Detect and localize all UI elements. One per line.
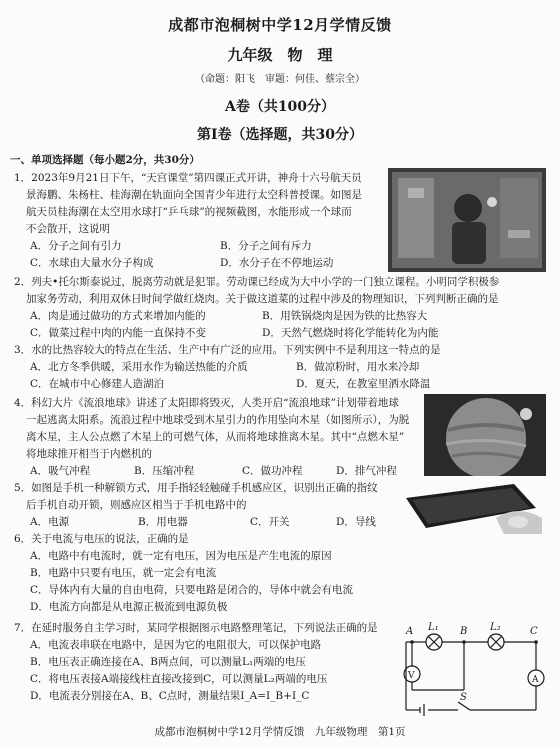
q4-option-b: B．压缩冲程 <box>134 465 195 477</box>
q1-option-d: D．水分子在不停地运动 <box>220 257 334 269</box>
part-one-title: 第Ⅰ卷（选择题，共30分） <box>196 127 364 143</box>
q1-line-1: 1．2023年9月21日下午，“天宫课堂”第四课正式开讲，神舟十六号航天员 <box>14 172 362 184</box>
q4-option-d: D．排气冲程 <box>336 465 397 477</box>
paper-a-title: A卷（共100分） <box>224 99 336 115</box>
q3-option-a: A．北方冬季供暖，采用水作为输送热能的介质 <box>30 361 248 373</box>
q1-line-3: 航天员桂海潮在太空用水球打“乒乓球”的视频截图，水能形成一个球而 <box>26 206 352 218</box>
q3-option-c: C．在城市中心修建人造湖泊 <box>30 378 165 390</box>
q3-option-d: D．夏天，在教室里洒水降温 <box>296 378 431 390</box>
q3-option-b: B．做凉粉时，用水来冷却 <box>296 361 420 373</box>
q6-option-c: C．导体内有大量的自由电荷，只要电路是闭合的，导体中就会有电流 <box>30 584 354 596</box>
grade-subject: 九年级 物 理 <box>227 46 333 64</box>
q2-line-2: 加家务劳动，利用双休日时间学做红烧肉。关于做这道菜的过程中涉及的物理知识，下列判断正确的是 <box>26 293 499 305</box>
q4-line-1: 4．科幻大片《流浪地球》讲述了太阳即将毁灭，人类开启“流浪地球”计划带着地球 <box>14 397 399 409</box>
q1-option-c: C．水球由大量水分子构成 <box>30 257 154 269</box>
q2-option-b: B．用铁锅烧肉是因为铁的比热容大 <box>262 310 428 322</box>
phone-fingerprint-image <box>396 478 546 534</box>
q5-option-c: C．开关 <box>250 516 290 528</box>
q4-line-2: 一起逃离太阳系。流浪过程中地球受到木星引力的作用坠向木星（如图所示），为脱 <box>26 414 410 426</box>
jupiter-earth-image <box>424 394 546 476</box>
astronaut-photo <box>388 168 546 272</box>
q1-option-b: B．分子之间有斥力 <box>220 240 312 252</box>
voltmeter-icon: V <box>408 671 415 681</box>
q5-line-2: 后手机自动开锁，则感应区相当于手机电路中的 <box>26 499 247 511</box>
q5-line-1: 5．如图是手机一种解锁方式，用手指轻轻触碰手机感应区，识别出正确的指纹 <box>14 482 378 494</box>
q7-line-1: 7．在延时服务自主学习时，某同学根据图示电路整理笔记，下列说法正确的是 <box>14 622 378 634</box>
ammeter-icon: A <box>532 675 539 685</box>
circuit-label-l1: L₁ <box>428 622 439 633</box>
q4-line-3: 离木星，主人公点燃了木星上的可燃气体，从而将地球推离木星。其中“点燃木星” <box>26 431 405 443</box>
school-title: 成都市泡桐树中学12月学情反馈 <box>168 16 392 34</box>
page-footer: 成都市泡桐树中学12月学情反馈 九年级物理 第1页 <box>154 726 406 738</box>
circuit-diagram <box>400 620 550 720</box>
q6-option-d: D．电流方向都是从电源正极流到电源负极 <box>30 601 228 613</box>
q1-option-a: A．分子之间有引力 <box>30 240 122 252</box>
q7-option-d: D．电流表分别接在A、B、C点时，测量结果I_A=I_B+I_C <box>30 690 310 702</box>
circuit-label-b: B <box>460 626 468 637</box>
q6-line-1: 6．关于电流与电压的说法，正确的是 <box>14 533 189 545</box>
q7-option-c: C．将电压表接A端接线柱直接改接到C，可以测量L₂两端的电压 <box>30 673 328 685</box>
q4-option-a: A．吸气冲程 <box>30 465 91 477</box>
q2-option-a: A．肉是通过做功的方式来增加内能的 <box>30 310 206 322</box>
q6-option-b: B．电路中只要有电压，就一定会有电流 <box>30 567 217 579</box>
q1-line-4: 不会散开，这说明 <box>26 223 110 235</box>
switch-label: S <box>460 692 467 703</box>
q5-option-b: B．用电器 <box>138 516 188 528</box>
circuit-label-a: A <box>406 626 414 637</box>
q3-line-1: 3．水的比热容较大的特点在生活、生产中有广泛的应用。下列实例中不是利用这一特点的是 <box>14 344 441 356</box>
q7-option-b: B．电压表正确连接在A、B两点间，可以测量L₁两端的电压 <box>30 656 306 668</box>
q2-option-d: D．天然气燃烧时将化学能转化为内能 <box>262 327 439 339</box>
q5-option-d: D．导线 <box>336 516 376 528</box>
section-heading: 一、单项选择题（每小题2分，共30分） <box>10 154 200 166</box>
authors-line: （命题：阳飞 审题：何佳、蔡宗全） <box>195 74 365 85</box>
q1-line-2: 景海鹏、朱杨柱、桂海潮在轨面向全国青少年进行太空科普授课。如图是 <box>26 189 362 201</box>
q5-option-a: A．电源 <box>30 516 70 528</box>
q4-line-4: 将地球推开相当于内燃机的 <box>26 448 152 460</box>
q4-option-c: C．做功冲程 <box>242 465 303 477</box>
circuit-label-c: C <box>530 626 538 637</box>
q7-option-a: A．电流表串联在电路中，是因为它的电阻很大，可以保护电路 <box>30 639 322 651</box>
circuit-label-l2: L₂ <box>490 622 501 633</box>
q2-line-1: 2．列夫•托尔斯泰说过，脱离劳动就是犯罪。劳动课已经成为大中小学的一门独立课程。小明同学积极参 <box>14 276 500 288</box>
q6-option-a: A．电路中有电流时，就一定有电压，因为电压是产生电流的原因 <box>30 550 332 562</box>
q2-option-c: C．做菜过程中肉的内能一直保持不变 <box>30 327 207 339</box>
